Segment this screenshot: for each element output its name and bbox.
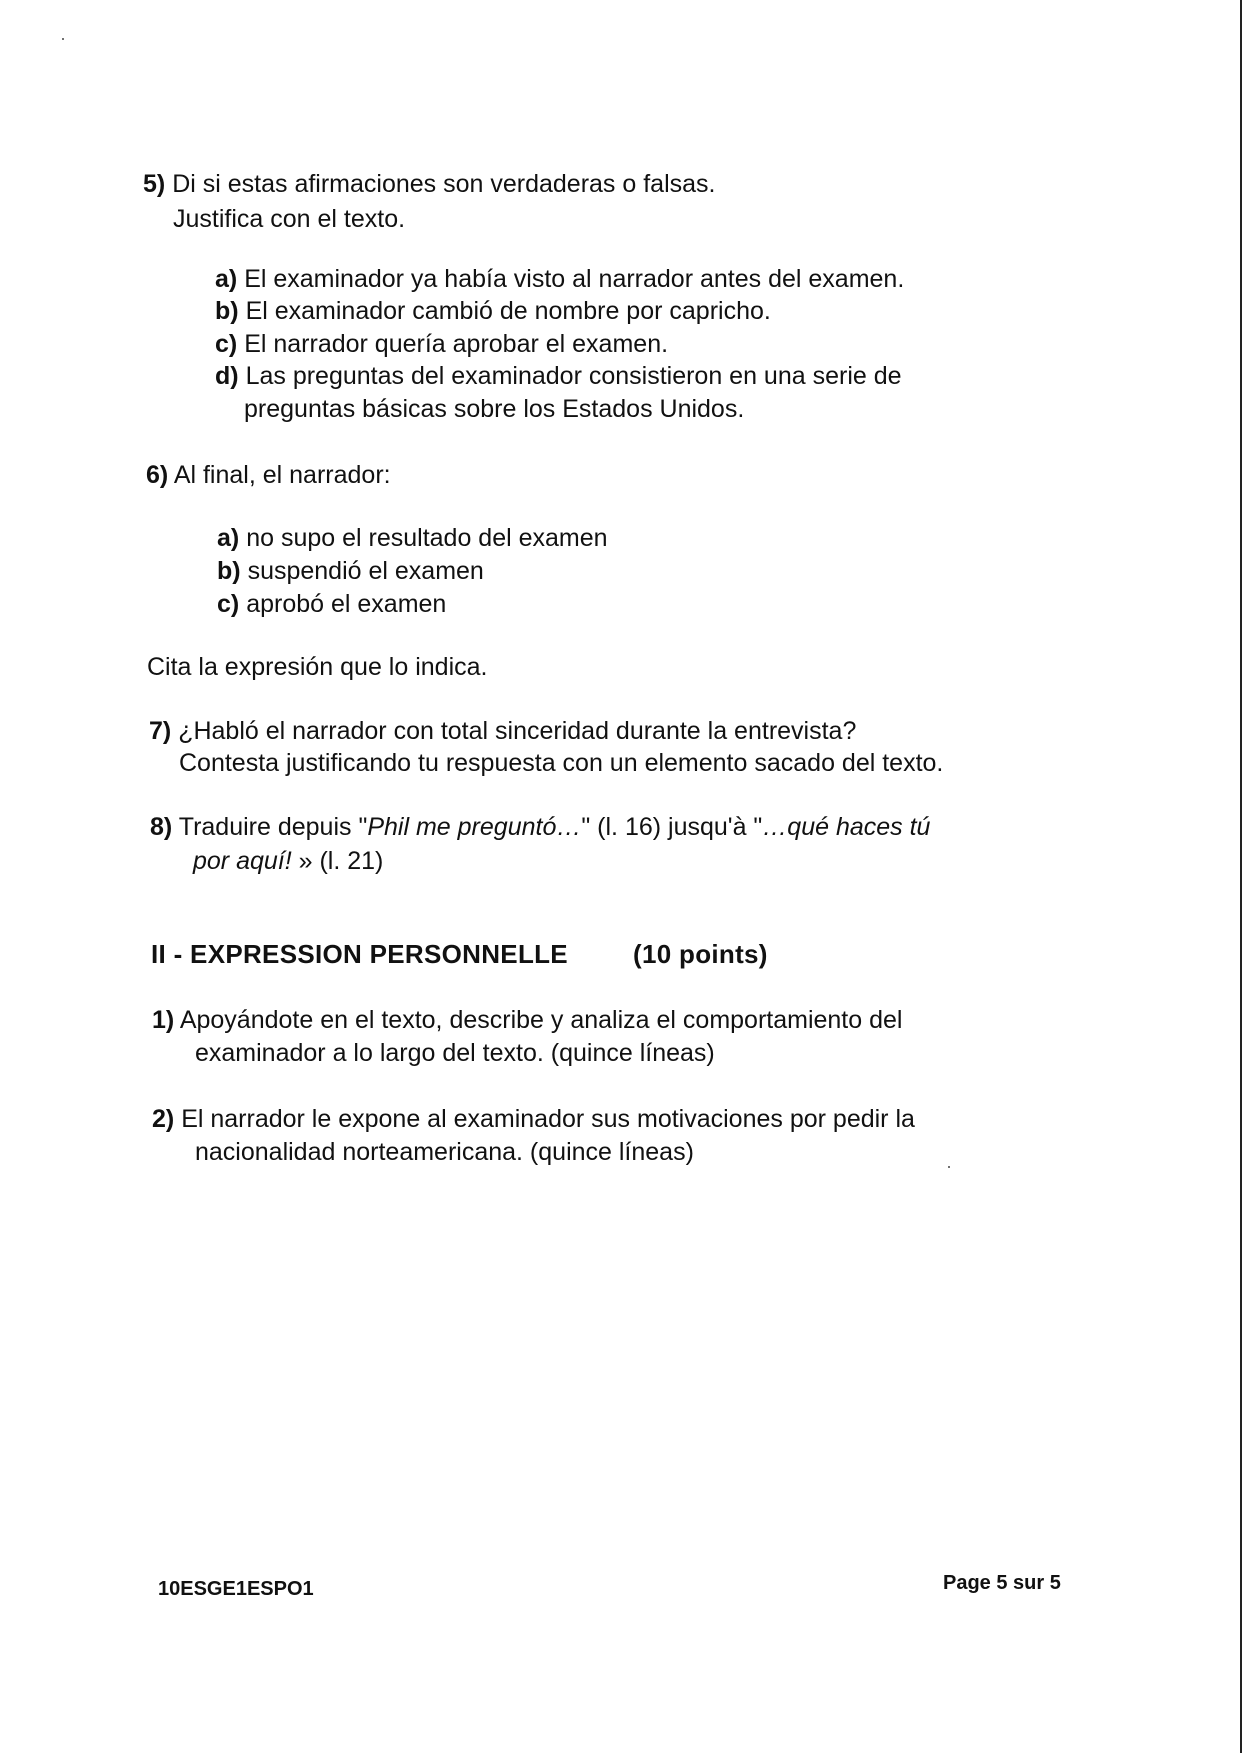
q6-item-a-text: no supo el resultado del examen bbox=[246, 524, 608, 552]
q8-quote-end-part2: por aquí! bbox=[193, 847, 292, 875]
e2-number: 2) bbox=[152, 1105, 175, 1133]
q7-line1 bbox=[149, 715, 856, 747]
q8-line1 bbox=[150, 811, 930, 843]
section-2-heading bbox=[151, 938, 768, 970]
e2-line1 bbox=[152, 1103, 915, 1135]
e2-text: El narrador le expone al examinador sus motivaciones por pedir la bbox=[181, 1105, 915, 1133]
q8-mid: " (l. 16) jusqu'à " bbox=[581, 813, 763, 841]
q6-item-a-label: a) bbox=[217, 524, 240, 552]
e2-line2: nacionalidad norteamericana. (quince líneas) bbox=[195, 1138, 694, 1166]
q5-item-c bbox=[215, 328, 668, 360]
q8-quote-end-part1: …qué haces tú bbox=[762, 813, 931, 841]
q8-line2 bbox=[193, 845, 383, 877]
q6-item-b bbox=[217, 555, 484, 587]
q6-item-b-text: suspendió el examen bbox=[247, 557, 484, 585]
q7-number: 7) bbox=[149, 717, 172, 745]
q8-pre: Traduire depuis " bbox=[178, 813, 368, 841]
footer-exam-code: 10ESGE1ESPO1 bbox=[158, 1578, 314, 1600]
footer-page-number: Page 5 sur 5 bbox=[943, 1572, 1061, 1594]
q8-quote-start: Phil me preguntó… bbox=[367, 813, 582, 841]
q5-item-d-text: Las preguntas del examinador consistieron en una serie de bbox=[245, 362, 902, 390]
q5-item-d bbox=[215, 360, 902, 392]
q6-item-b-label: b) bbox=[217, 557, 241, 585]
q5-item-d-label: d) bbox=[215, 362, 239, 390]
q6-item-a bbox=[217, 522, 608, 554]
q5-item-b bbox=[215, 295, 771, 327]
q6-item-c bbox=[217, 588, 446, 620]
q5-text: Di si estas afirmaciones son verdaderas o falsas. bbox=[172, 170, 716, 198]
scan-speck bbox=[62, 38, 64, 40]
q5-item-a bbox=[215, 263, 904, 295]
scan-speck bbox=[948, 1166, 950, 1168]
q5-item-c-text: El narrador quería aprobar el examen. bbox=[244, 330, 669, 358]
q6-number: 6) bbox=[146, 461, 169, 489]
e1-line1 bbox=[152, 1004, 902, 1036]
q5-item-d-continuation: preguntas básicas sobre los Estados Unidos. bbox=[244, 395, 745, 423]
q5-number: 5) bbox=[143, 170, 166, 198]
e1-number: 1) bbox=[152, 1006, 175, 1034]
section-2-points: (10 points) bbox=[633, 939, 768, 969]
q5-line1 bbox=[143, 168, 716, 200]
q6-item-c-text: aprobó el examen bbox=[246, 590, 447, 618]
q8-number: 8) bbox=[150, 813, 173, 841]
q5-line2: Justifica con el texto. bbox=[173, 205, 406, 233]
q6-item-c-label: c) bbox=[217, 590, 240, 618]
q7-text: ¿Habló el narrador con total sinceridad durante la entrevista? bbox=[178, 717, 857, 745]
q5-item-b-label: b) bbox=[215, 297, 239, 325]
e1-text: Apoyándote en el texto, describe y analiza el comportamiento del bbox=[179, 1006, 903, 1034]
q5-item-a-text: El examinador ya había visto al narrador antes del examen. bbox=[244, 265, 905, 293]
right-border-line bbox=[1240, 0, 1242, 1753]
q8-post: » (l. 21) bbox=[291, 847, 384, 875]
q5-item-b-text: El examinador cambió de nombre por capricho. bbox=[245, 297, 771, 325]
q5-item-a-label: a) bbox=[215, 265, 238, 293]
e1-line2: examinador a lo largo del texto. (quince líneas) bbox=[195, 1039, 715, 1067]
q5-item-c-label: c) bbox=[215, 330, 238, 358]
q7-line2: Contesta justificando tu respuesta con un elemento sacado del texto. bbox=[179, 749, 944, 777]
q6-line bbox=[146, 459, 391, 491]
section-2-title: II - EXPRESSION PERSONNELLE bbox=[151, 939, 568, 969]
q6-cita: Cita la expresión que lo indica. bbox=[147, 653, 488, 681]
q6-text: Al final, el narrador: bbox=[173, 461, 391, 489]
